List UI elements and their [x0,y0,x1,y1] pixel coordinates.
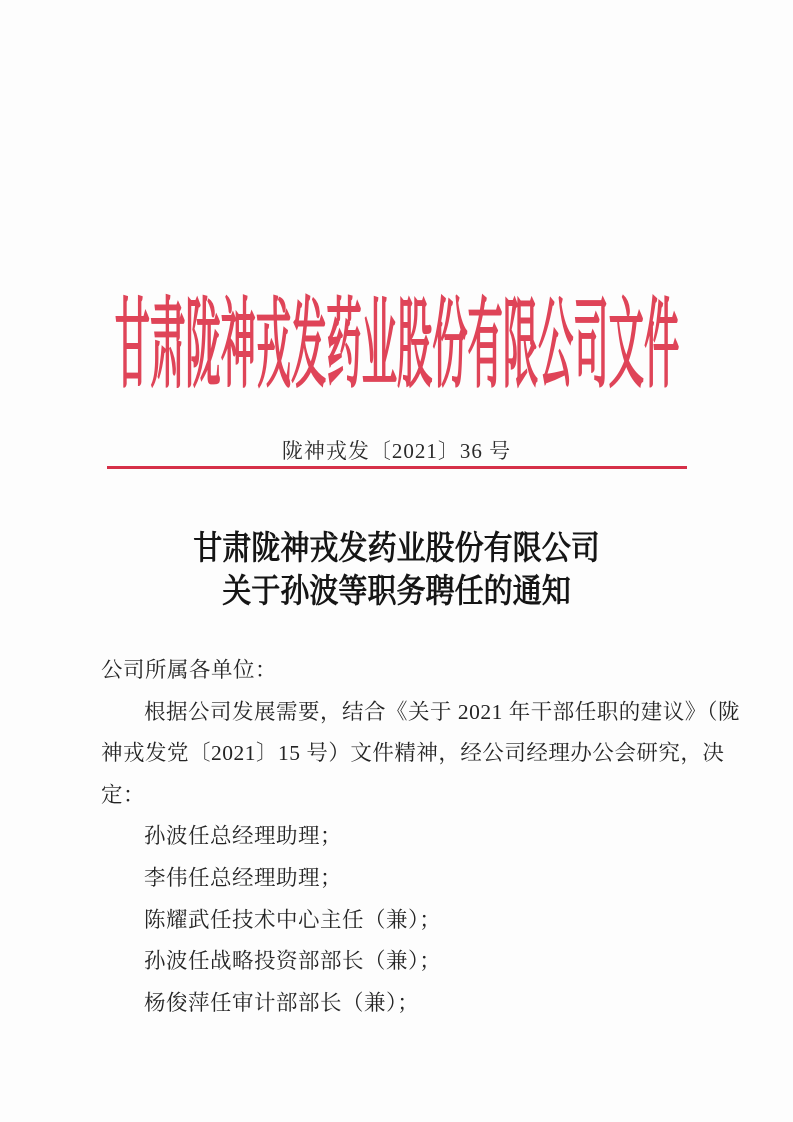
appointment-item: 孙波任战略投资部部长（兼）； [144,949,442,974]
appointment-item: 杨俊萍任审计部部长（兼）； [144,990,420,1015]
appointment-item: 陈耀武任技术中心主任（兼）； [144,907,442,932]
document-title-line2: 关于孙波等职务聘任的通知 [222,574,571,610]
letterhead-title: 甘肃陇神戎发药业股份有限公司文件 [114,292,679,400]
document-title-line1: 甘肃陇神戎发药业股份有限公司 [193,531,600,567]
document-title [48,528,746,614]
salutation: 公司所属各单位： [101,658,278,682]
appointment-item: 李伟任总经理助理； [144,865,343,890]
doc-number: 陇神戎发〔2021〕36 号 [281,439,512,463]
body-paragraph-line: 根据公司发展需要，结合《关于 2021 年干部任职的建议》（陇 [144,699,741,724]
red-divider-rule [107,466,687,469]
body-paragraph-line: 定： [101,782,146,807]
body-paragraph-line: 神戎发党〔2021〕15 号）文件精神，经公司经理办公会研究，决 [101,741,725,766]
document-body [101,650,741,1024]
appointment-item: 孙波任总经理助理； [144,824,343,849]
